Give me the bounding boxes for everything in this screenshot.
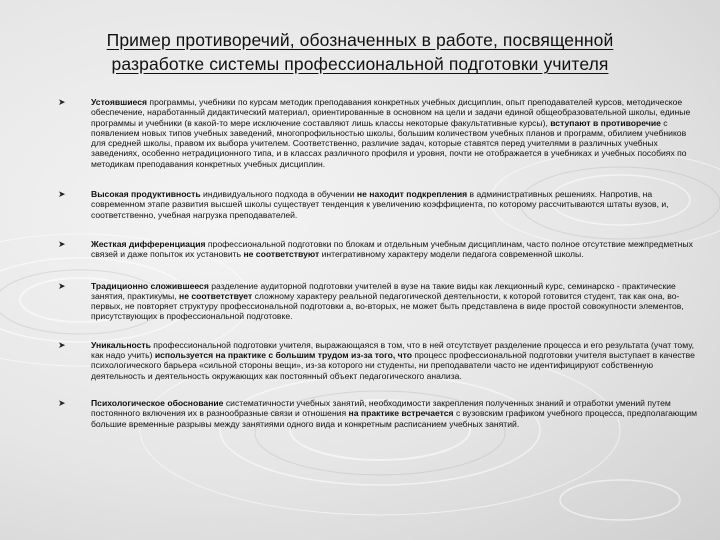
item-text: в административных решениях. Напротив, на современном этапе развития высшей школы существует тенденция к увеличению коэффициента, по которому рассчитываются штаты вузов, и, соответственно, учебная нагрузка преподавателей. xyxy=(91,189,669,220)
title-line-1: Пример противоречий, обозначенных в работе, посвященной xyxy=(106,30,614,50)
slide-title xyxy=(20,28,700,76)
item-lead: Устоявшиеся xyxy=(91,97,148,107)
item-emphasis: вступают в противоречие xyxy=(550,117,661,128)
item-lead: Жесткая дифференциация xyxy=(91,238,206,249)
item-text: программы, учебники по курсам методик преподавания конкретных учебных дисциплин, опыт преподавателей курсов, методическое обеспечение, наработанный дидактический материал, ориентированные в основном на цели и задачи единой общеобразовательной школы, единые программы и учебники (в какой-то мере исключение составляют лишь классы некоторые факультативные курсы), xyxy=(91,97,691,128)
item-emphasis: не находит подкрепления xyxy=(356,189,468,200)
list-item xyxy=(58,340,698,381)
list-item xyxy=(58,281,698,322)
item-emphasis: на практике встречается xyxy=(348,408,454,419)
item-emphasis: не соответствует xyxy=(179,290,253,301)
item-emphasis: не соответствуют xyxy=(243,249,320,260)
arrow-bullet-icon: ➤ xyxy=(58,238,66,249)
item-text: систематичности учебных занятий, необходимости закрепления полученных знаний и отработки умений путем постоянного включения их в разнообразные связи и отношения xyxy=(91,397,671,419)
item-text: индивидуального подхода в обучении xyxy=(200,189,357,200)
item-lead: Высокая продуктивность xyxy=(91,189,201,200)
item-text: с появлением новых типов учебных заведений, многопрофильностью школы, большим количеством учебных планов и программ, обилием учебников для средней школы, правом их выбора учителем. Соответственно, различие задач, которые ставятся перед учителями в различных учебных заведениях, особенно нетрадиционного типа, и в классах различного профиля и уровня, почти не отображается в учебниках и учебных пособиях по методикам преподавания конкретных учебных дисциплин. xyxy=(91,117,687,169)
arrow-bullet-icon: ➤ xyxy=(58,97,66,107)
list-item xyxy=(58,97,698,169)
item-emphasis: используется на практике с большим трудом из-за того, что xyxy=(154,350,412,361)
item-text: сложному характеру реальной педагогической деятельности, к которой готовится студент, так как она, во-первых, не повторяет структуру профессиональной подготовки а, во-вторых, не может быть представлена в виде простой совокупности элементов, присутствующих в профессиональной подготовке. xyxy=(91,290,684,322)
arrow-bullet-icon: ➤ xyxy=(58,339,66,350)
arrow-bullet-icon: ➤ xyxy=(58,280,66,291)
item-lead: Уникальность xyxy=(91,339,151,350)
item-lead: Психологическое обоснование xyxy=(91,397,224,408)
list-item xyxy=(58,189,698,220)
arrow-bullet-icon: ➤ xyxy=(58,397,66,408)
item-text: профессиональной подготовки учителя, выражающаяся в том, что в ней отсутствует разделение процесса и его результата (учат тому, как надо учить) xyxy=(91,339,695,361)
item-text: с вузовским графиком учебного процесса, предполагающим большие временные разрывы между занятиями одного вида и конкретным расписанием учебных занятий. xyxy=(91,408,698,429)
arrow-bullet-icon: ➤ xyxy=(58,189,66,200)
item-text: разделение аудиторной подготовки учителей в вузе на такие виды как лекционный курс, семинарско - практические занятия, практикумы, xyxy=(91,280,676,301)
list-item xyxy=(58,239,698,260)
item-text: интегративному характеру модели педагога современной школы. xyxy=(319,249,584,260)
item-text: процесс профессиональной подготовки учителя выступает в качестве психологического барьера «сильной стороны вещи», из-за которого ни студенты, ни преподаватели часто не идентифицируют собственную деятельность и деятельность окружающих как постоянный объект педагогического анализа. xyxy=(91,350,695,381)
list-item xyxy=(58,398,698,429)
contradictions-list xyxy=(58,97,698,429)
item-text: профессиональной подготовки по блокам и отдельным учебным дисциплинам, часто полное отсутствие межпредметных связей и даже попыток их установить xyxy=(91,238,693,260)
item-lead: Традиционно сложившееся xyxy=(91,280,209,291)
title-line-2: разработке системы профессиональной подготовки учителя xyxy=(111,54,609,74)
